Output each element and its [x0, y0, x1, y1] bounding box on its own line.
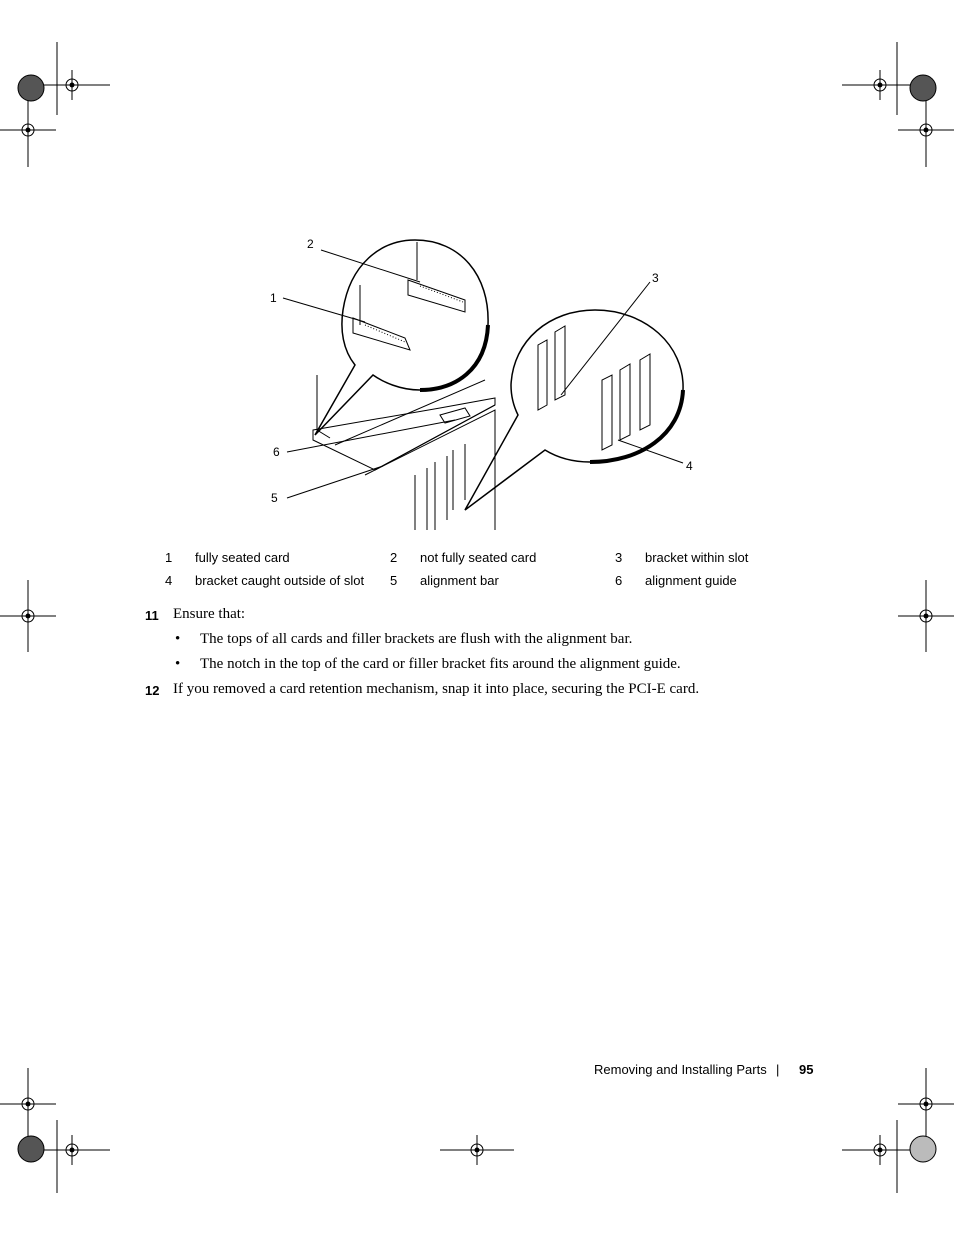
step-text: Ensure that: — [173, 606, 246, 622]
legend-num: 4 — [165, 573, 173, 588]
legend-num: 1 — [165, 550, 173, 565]
legend-num: 3 — [615, 550, 623, 565]
legend-num: 5 — [390, 573, 398, 588]
legend-text: alignment bar — [420, 573, 499, 588]
bullet-icon: • — [175, 656, 181, 672]
step-text: If you removed a card retention mechanism, snap it into place, securing the PCI-E card. — [173, 681, 700, 697]
callout-legend — [155, 546, 830, 592]
illustration-drawing — [255, 230, 705, 540]
legend-text: not fully seated card — [420, 550, 537, 565]
callout-2: 2 — [307, 237, 314, 251]
legend-text: bracket caught outside of slot — [195, 573, 365, 588]
card-seating-illustration — [255, 230, 705, 540]
bullet-icon: • — [175, 631, 181, 647]
legend-num: 6 — [615, 573, 623, 588]
callout-1: 1 — [270, 291, 277, 305]
legend-text: bracket within slot — [645, 550, 749, 565]
bullet-text: The tops of all cards and filler brackets are flush with the alignment bar. — [200, 631, 633, 647]
legend-row — [155, 569, 830, 592]
legend-num: 2 — [390, 550, 398, 565]
step-number: 12 — [145, 683, 160, 698]
footer-separator: | — [776, 1062, 780, 1077]
callout-6: 6 — [273, 445, 280, 459]
page-number: 95 — [799, 1062, 814, 1077]
callout-4: 4 — [686, 459, 693, 473]
step-number: 11 — [145, 608, 159, 623]
callout-5: 5 — [271, 491, 278, 505]
footer-section-title: Removing and Installing Parts — [594, 1062, 767, 1077]
legend-row — [155, 546, 830, 569]
legend-text: fully seated card — [195, 550, 290, 565]
legend-text: alignment guide — [645, 573, 737, 588]
callout-3: 3 — [652, 271, 659, 285]
bullet-text: The notch in the top of the card or filler bracket fits around the alignment guide. — [200, 656, 681, 672]
